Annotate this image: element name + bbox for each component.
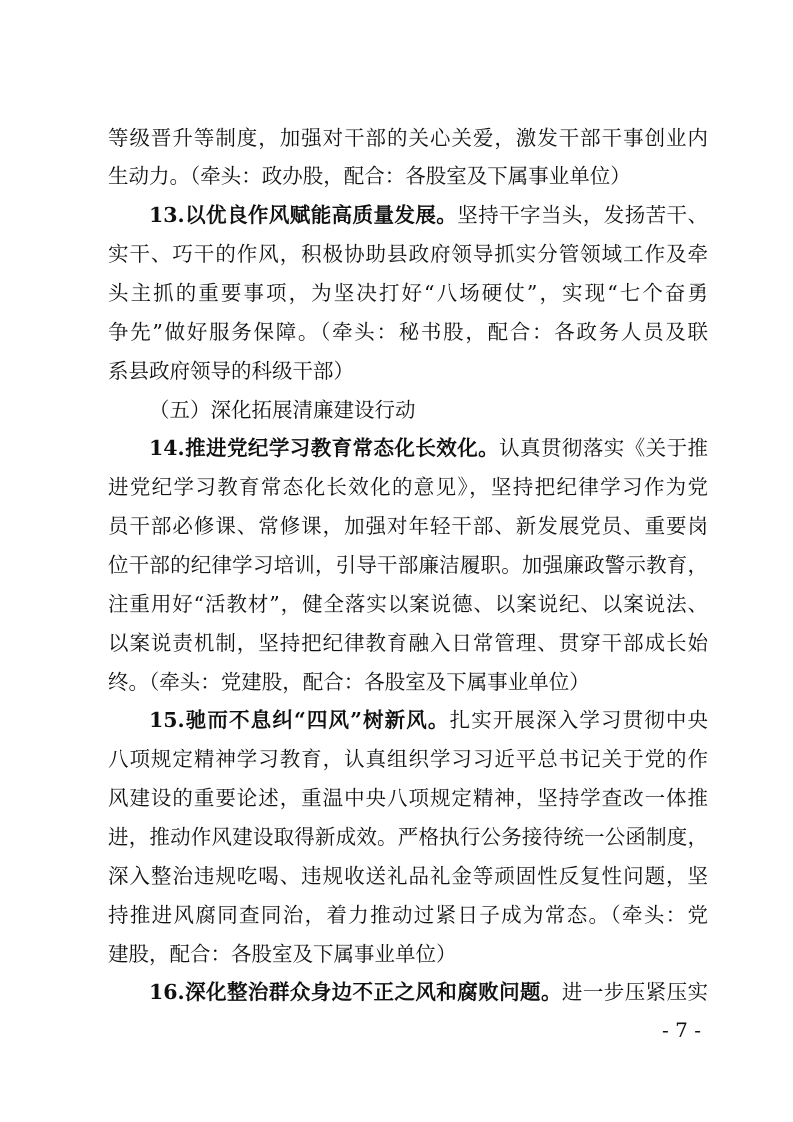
text-line: 系县政府领导的科级干部）	[108, 358, 354, 383]
item-14-first-line	[108, 429, 708, 468]
text-line: 争先”做好服务保障。（牵头：秘书股，配合：各政务人员及联	[108, 319, 708, 344]
item-14-heading: 14.推进党纪学习教育常态化长效化。	[149, 436, 500, 461]
item-15-heading: 15.驰而不息纠“四风”树新风。	[149, 708, 450, 733]
text-line: 头主抓的重要事项，为坚决打好“八场硬仗”，实现“七个奋勇	[108, 280, 708, 305]
item-14-text: 认真贯彻落实《关于推	[499, 436, 708, 461]
text-line: 终。（牵头：党建股，配合：各股室及下属事业单位）	[108, 669, 590, 694]
text-line: 位干部的纪律学习培训，引导干部廉洁履职。加强廉政警示教育，	[108, 552, 708, 577]
section-5-heading: （五）深化拓展清廉建设行动	[149, 397, 416, 422]
text-line: 注重用好“活教材”，健全落实以案说德、以案说纪、以案说法、	[108, 591, 708, 616]
item-13-text: 坚持干字当头，发扬苦干、	[457, 203, 708, 228]
document-body	[108, 119, 708, 1013]
text-line: 风建设的重要论述，重温中央八项规定精神，坚持学查改一体推	[108, 786, 708, 811]
text-line: 八项规定精神学习教育，认真组织学习习近平总书记关于党的作	[108, 747, 708, 772]
item-15-first-line	[108, 701, 708, 740]
text-line: 进，推动作风建设取得新成效。严格执行公务接待统一公函制度，	[108, 824, 708, 849]
item-16-heading: 16.深化整治群众身边不正之风和腐败问题。	[149, 980, 562, 1005]
text-line: 持推进风腐同查同治，着力推动过紧日子成为常态。（牵头：党	[108, 902, 708, 927]
item-13-heading: 13.以优良作风赋能高质量发展。	[149, 203, 458, 228]
text-line: 等级晋升等制度，加强对干部的关心关爱，激发干部干事创业内	[108, 125, 708, 150]
text-line: 深入整治违规吃喝、违规收送礼品礼金等顽固性反复性问题，坚	[108, 863, 708, 888]
text-line: 建股，配合：各股室及下属事业单位）	[108, 941, 457, 966]
text-line: 员干部必修课、常修课，加强对年轻干部、新发展党员、重要岗	[108, 514, 708, 539]
item-15-text: 扎实开展深入学习贯彻中央	[449, 708, 708, 733]
item-16-first-line	[108, 973, 708, 1012]
text-line: 进党纪学习教育常态化长效化的意见》，坚持把纪律学习作为党	[108, 475, 708, 500]
text-line: 以案说责机制，坚持把纪律教育融入日常管理、贯穿干部成长始	[108, 630, 708, 655]
text-line: 生动力。（牵头：政办股，配合：各股室及下属事业单位）	[108, 164, 631, 189]
text-line: 实干、巧干的作风，积极协助县政府领导抓实分管领域工作及牵	[108, 242, 708, 267]
item-13-first-line	[108, 196, 708, 235]
item-16-text: 进一步压紧压实	[561, 980, 708, 1005]
page-number: - 7 -	[662, 1018, 701, 1042]
